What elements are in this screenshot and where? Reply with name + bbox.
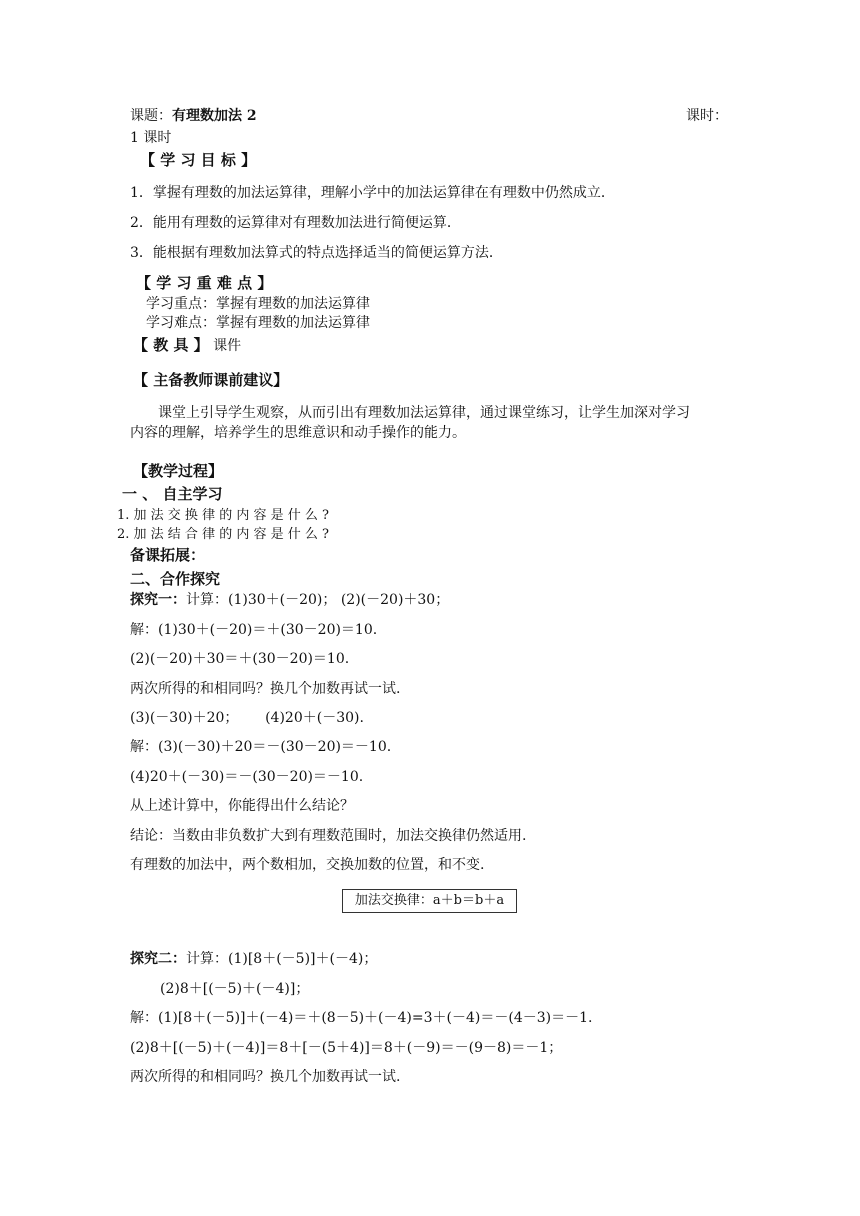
explore-1-question: 从上述计算中，你能得出什么结论？ — [130, 798, 354, 814]
explore-2-solution-2: (2)8＋[(－5)＋(－4)]＝8＋[－(5＋4)]＝8＋(－9)＝－(9－8)＝－1； — [130, 1040, 563, 1056]
tools-line — [133, 336, 241, 355]
suggestion-heading: 【 主备教师课前建议】 — [133, 371, 289, 389]
objective-item-1: 1．掌握有理数的加法运算律，理解小学中的加法运算律在有理数中仍然成立． — [130, 185, 615, 201]
question-2: 2. 加 法 结 合 律 的 内 容 是 什 么 ? — [117, 527, 329, 542]
topic-line — [130, 107, 257, 125]
period-value: 1 课时 — [130, 130, 172, 146]
explore-1-solution-3: 解：(3)(－30)＋20＝－(30－20)＝－10. — [130, 739, 392, 755]
key-focus: 学习重点：掌握有理数的加法运算律 — [146, 296, 370, 312]
explore-1-solution-4: (4)20＋(－30)＝－(30－20)＝－10. — [130, 769, 364, 785]
explore-1-prompt: 两次所得的和相同吗？换几个加数再试一试. — [130, 681, 401, 697]
extension-label: 备课拓展： — [130, 546, 206, 564]
process-heading: 【教学过程】 — [133, 462, 224, 480]
explore-1-label: 探究一： — [130, 592, 186, 608]
explore-1-task-line — [130, 591, 449, 609]
explore-2-task-line — [130, 950, 377, 968]
explore-1-solution-1: 解：(1)30＋(－20)＝＋(30－20)＝10. — [130, 622, 378, 638]
objectives-heading: 【 学 习 目 标 】 — [140, 151, 257, 169]
explore-1-task: 计算：(1)30＋(－20)； (2)(－20)＋30； — [186, 592, 450, 608]
explore-1-solution-2: (2)(－20)＋30＝＋(30－20)＝10. — [130, 651, 350, 667]
explore-1-task-2: (3)(－30)＋20； (4)20＋(－30). — [130, 710, 364, 726]
explore-2-task-2: (2)8＋[(－5)＋(－4)]； — [160, 981, 310, 997]
explore-1-statement: 有理数的加法中，两个数相加，交换加数的位置，和不变. — [130, 857, 485, 873]
tools-value: 课件 — [213, 338, 242, 354]
question-1: 1. 加 法 交 换 律 的 内 容 是 什 么 ? — [117, 508, 329, 523]
explore-2-task-1: 计算：(1)[8＋(－5)]＋(－4)； — [186, 951, 378, 967]
explore-2-solution-1: 解：(1)[8＋(－5)]＋(－4)＝＋(8－5)＋(－4)=3＋(－4)＝－(4－3)＝－1. — [130, 1010, 593, 1026]
key-difficulty: 学习难点：掌握有理数的加法运算律 — [146, 315, 370, 331]
explore-2-prompt: 两次所得的和相同吗？换几个加数再试一试. — [130, 1069, 401, 1085]
commutative-law-box: 加法交换律：a＋b＝b＋a — [342, 889, 517, 913]
objective-item-3: 3．能根据有理数加法算式的特点选择适当的简便运算方法． — [130, 245, 503, 261]
objective-item-2: 2．能用有理数的运算律对有理数加法进行简便运算． — [130, 215, 461, 231]
explore-2-label: 探究二： — [130, 951, 186, 967]
tools-heading: 【 教 具 】 — [133, 336, 209, 354]
explore-1-conclusion: 结论：当数由非负数扩大到有理数范围时，加法交换律仍然适用. — [130, 828, 527, 844]
topic-title: 有理数加法 2 — [172, 108, 257, 124]
topic-label: 课题： — [130, 108, 172, 124]
section-1-title: 一 、 自主学习 — [122, 485, 223, 503]
period-label: 课时： — [686, 108, 728, 124]
key-points-heading: 【 学 习 重 难 点 】 — [136, 274, 273, 292]
suggestion-line-1: 课堂上引导学生观察，从而引出有理数加法运算律，通过课堂练习，让学生加深对学习 — [158, 405, 690, 421]
section-2-title: 二、合作探究 — [130, 570, 221, 588]
suggestion-line-2: 内容的理解，培养学生的思维意识和动手操作的能力。 — [130, 425, 466, 441]
